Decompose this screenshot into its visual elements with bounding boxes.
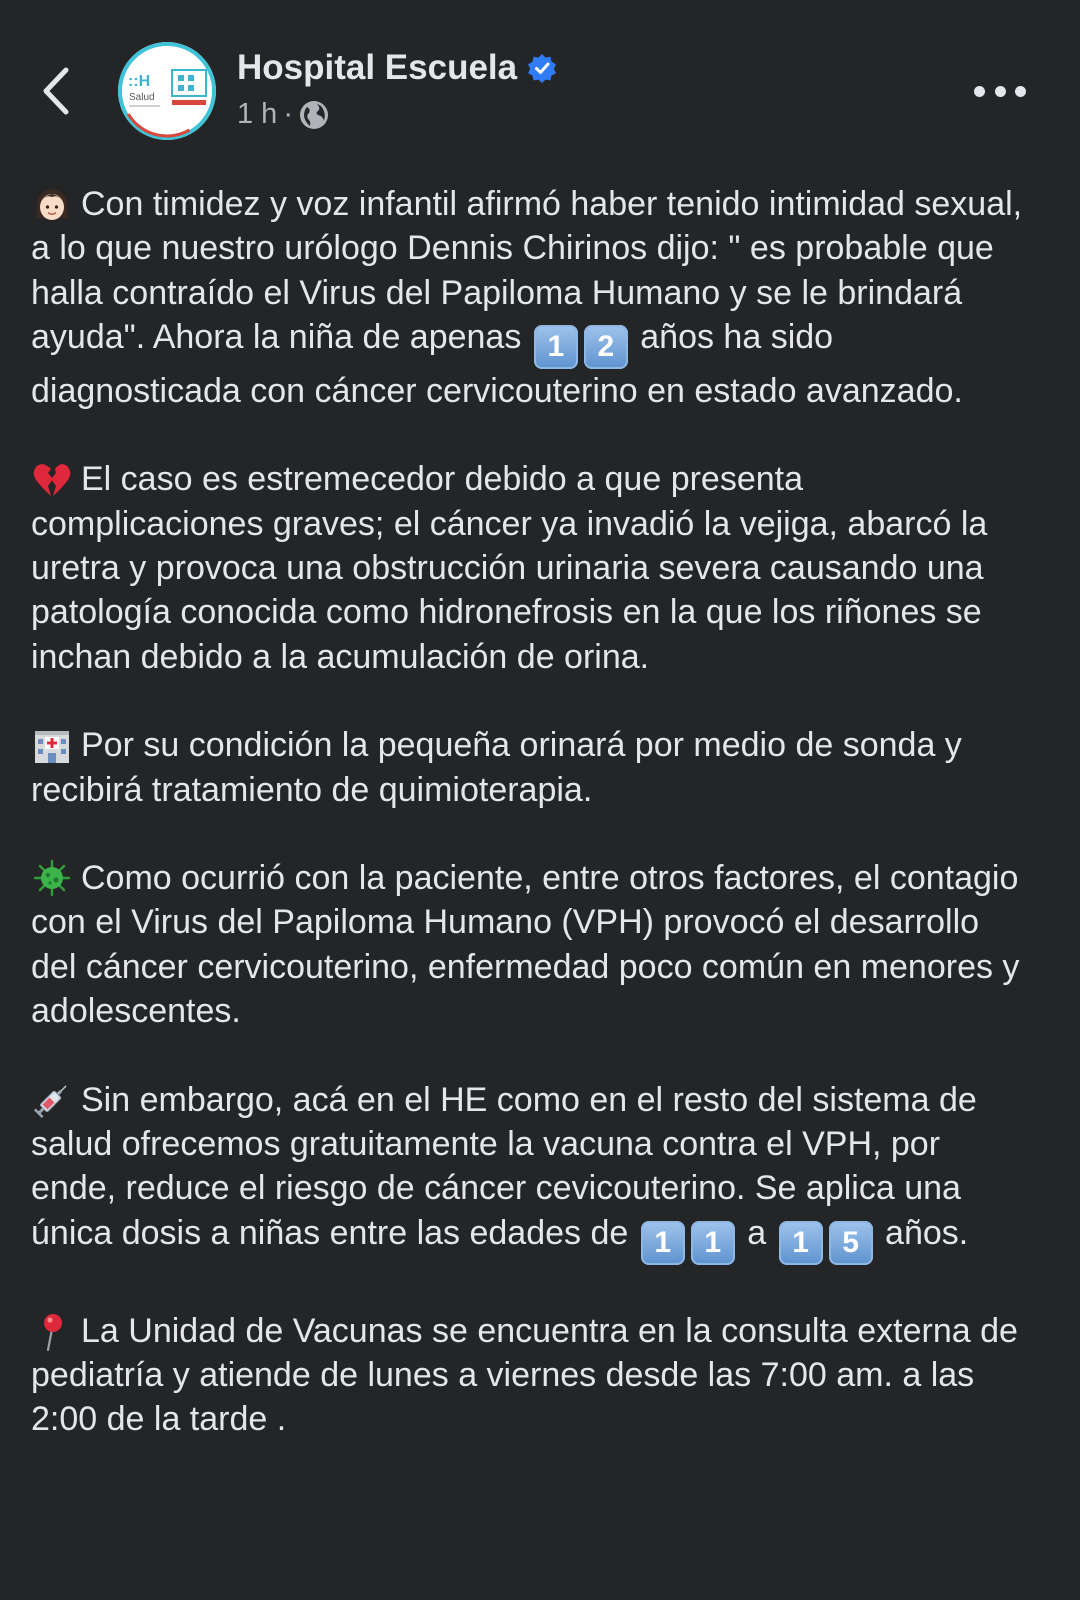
chevron-left-icon [36,62,80,120]
paragraph-2-text: El caso es estremecedor debido a que presenta complicaciones graves; el cáncer ya invadió la vejiga, abarcó la uretra y provoca una obstrucción urinaria severa causando una patología conocida como hidronefrosis en la que los riñones se inchan debido a la acumulación de orina. [31,460,988,676]
keycap-digit: 1 [534,325,578,369]
hospital-icon [31,725,73,765]
hospital-logo-image [118,42,216,140]
keycap-digit: 2 [584,325,628,369]
page-name-label: Hospital Escuela [237,48,518,87]
page-name[interactable] [237,48,557,88]
post-time[interactable]: 1 h [237,98,278,130]
back-button[interactable] [36,62,80,120]
globe-icon [299,100,329,130]
paragraph-1-text-a: Con timidez y voz infantil afirmó haber tenido intimidad sexual, a lo que nuestro urólogo Dennis Chirinos dijo: " es probable que halla contraído el Virus del Papiloma Humano y se le brindará ayuda". Ahora la niña de apenas [31,185,1023,356]
post-paragraph-4 [31,856,1031,1033]
keycap-digit: 1 [641,1221,685,1265]
meta-separator: · [283,98,293,130]
girl-face-icon [31,184,73,224]
keycap-digit: 1 [779,1221,823,1265]
verified-badge-icon [527,53,557,83]
keycap-digit: 1 [691,1221,735,1265]
post-paragraph-5 [31,1078,1031,1265]
post-body [31,182,1031,1486]
post-paragraph-6 [31,1309,1031,1442]
virus-icon [31,858,73,898]
post-paragraph-2 [31,457,1031,678]
broken-heart-icon [31,459,73,499]
more-options-button[interactable] [974,80,1026,102]
logo-text: Salud [129,92,155,103]
paragraph-5-text-a: Sin embargo, acá en el HE como en el resto del sistema de salud ofrecemos gratuitamente la vacuna contra el VPH, por ende, reduce el riesgo de cáncer cevicouterino. Se aplica una única dosis a niñas entre las edades de [31,1080,977,1252]
paragraph-4-text: Como ocurrió con la paciente, entre otros factores, el contagio con el Virus del Papiloma Humano (VPH) provocó el desarrollo del cáncer cervicouterino, enfermedad poco común en menores y adolescentes. [31,859,1020,1031]
round-pushpin-icon [31,1311,73,1351]
paragraph-6-text: La Unidad de Vacunas se encuentra en la consulta externa de pediatría y atiende de lunes a viernes desde las 7:00 am. a las 2:00 de la tarde . [31,1311,1018,1439]
more-options-dot [1015,86,1026,97]
more-options-icon [974,86,985,97]
logo-mark: ::H [128,73,151,90]
post-header [0,0,1058,160]
post-meta [237,98,329,131]
keycap-digit: 5 [829,1221,873,1265]
avatar[interactable] [118,42,216,140]
post-paragraph-3 [31,723,1031,812]
paragraph-1-text-b: años ha sido diagnosticada con cáncer cervicouterino en estado avanzado. [31,317,963,410]
paragraph-3-text: Por su condición la pequeña orinará por medio de sonda y recibirá tratamiento de quimioterapia. [31,726,962,809]
more-options-dot [995,86,1006,97]
syringe-icon [31,1080,73,1120]
post-paragraph-1 [31,182,1031,413]
paragraph-5-text-b: a [747,1213,767,1252]
paragraph-5-text-c: años. [885,1213,969,1252]
